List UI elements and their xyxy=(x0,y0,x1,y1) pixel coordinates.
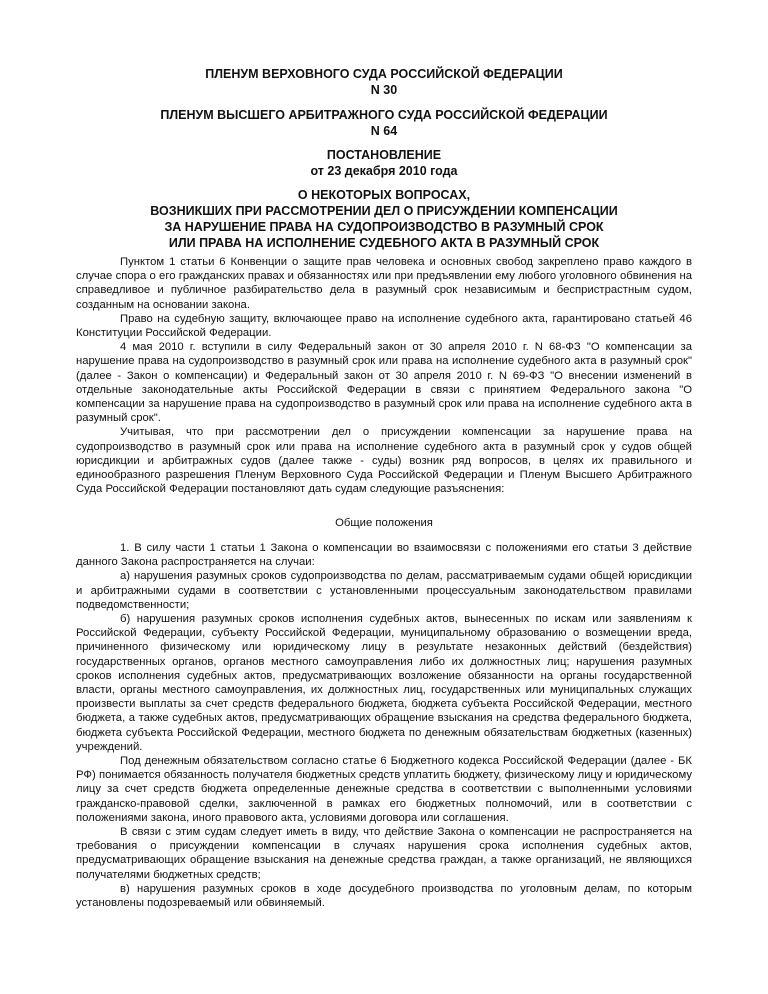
supreme-court-heading xyxy=(60,66,708,98)
preamble-paragraph: 4 мая 2010 г. вступили в силу Федеральный закон от 30 апреля 2010 г. N 68-ФЗ "О компенсации за нарушение права на судопроизводство в разумный срок или права на исполнение судебного акта в разумный срок" (далее - Закон о компенсации) и Федеральный закон от 30 апреля 2010 г. N 69-ФЗ "О внесении изменений в отдельные законодательные акты Российской Федерации в связи с принятием Федерального закона "О компенсации за нарушение права на судопроизводство в разумный срок или права на исполнение судебного акта в разумный срок". xyxy=(76,341,692,425)
plenum-arbitration-court-number: N 64 xyxy=(370,124,398,138)
plenum-supreme-court-title: ПЛЕНУМ ВЕРХОВНОГО СУДА РОССИЙСКОЙ ФЕДЕРАЦИИ xyxy=(205,67,563,81)
section-paragraph: 1. В силу части 1 статьи 1 Закона о компенсации во взаимосвязи с положениями его статьи 3 действие данного Закона распространяется на случаи: xyxy=(76,542,692,569)
document-title-line: ИЛИ ПРАВА НА ИСПОЛНЕНИЕ СУДЕБНОГО АКТА В РАЗУМНЫЙ СРОК xyxy=(168,236,600,250)
preamble-paragraph: Пунктом 1 статьи 6 Конвенции о защите прав человека и основных свобод закреплено право каждого в случае спора о его гражданских правах и обязанностях или при предъявлении ему любого уголовного обвинения на справедливое и публичное разбирательство дела в разумный срок независимым и беспристрастным судом, созданным на основании закона. xyxy=(76,256,692,311)
arbitration-court-heading xyxy=(60,107,708,139)
resolution-heading xyxy=(60,147,708,179)
plenum-arbitration-court-title: ПЛЕНУМ ВЫСШЕГО АРБИТРАЖНОГО СУДА РОССИЙСКОЙ ФЕДЕРАЦИИ xyxy=(160,108,608,122)
document-title-line: ЗА НАРУШЕНИЕ ПРАВА НА СУДОПРОИЗВОДСТВО В РАЗУМНЫЙ СРОК xyxy=(164,220,604,234)
document-title xyxy=(60,187,708,251)
preamble xyxy=(76,255,692,496)
section-heading: Общие положения xyxy=(335,517,433,529)
document-type: ПОСТАНОВЛЕНИЕ xyxy=(326,148,442,162)
section-paragraph: Под денежным обязательством согласно статье 6 Бюджетного кодекса Российской Федерации (далее - БК РФ) понимается обязанность получателя бюджетных средств уплатить бюджету, физическому лицу и юридическому лицу за счет средств бюджета определенные денежные средства в соответствии с выполненными условиями гражданско-правовой сделки, заключенной в рамках его бюджетных полномочий, или в соответствии с положениями закона, иного правового акта, условиями договора или соглашения. xyxy=(76,755,692,824)
preamble-paragraph: Право на судебную защиту, включающее право на исполнение судебного акта, гарантировано статьей 46 Конституции Российской Федерации. xyxy=(76,312,692,340)
section-paragraph: б) нарушения разумных сроков исполнения судебных актов, вынесенных по искам или заявлениям к Российской Федерации, субъекту Российской Федерации, муниципальному образованию о возмещении вреда, причиненного физическому или юридическому лицу в результате незаконных действий (бездействия) государственных органов, органов местного самоуправления либо их должностных лиц; нарушения разумных сроков исполнения судебных актов, предусматривающих возложение обязанности на органы государственной власти, органы местного самоуправления, их должностных лиц, государственных или муниципальных служащих произвести выплаты за счет средств федерального бюджета, бюджета субъекта Российской Федерации, местного бюджета, а также судебных актов, предусматривающих обращение взыскания на средства федерального бюджета, бюджета субъекта Российской Федерации, местного бюджета по денежным обязательствам бюджетных (казенных) учреждений. xyxy=(76,613,692,753)
document-date: от 23 декабря 2010 года xyxy=(310,164,458,178)
section-paragraph: В связи с этим судам следует иметь в виду, что действие Закона о компенсации не распространяется на требования о присуждении компенсации в случаях нарушения срока исполнения судебных актов, предусматривающих обращение взыскания на денежные средства граждан, а также организаций, не являющихся получателями бюджетных средств; xyxy=(76,826,692,881)
document-title-line: О НЕКОТОРЫХ ВОПРОСАХ, xyxy=(297,188,471,202)
section-paragraph: а) нарушения разумных сроков судопроизводства по делам, рассматриваемым судами общей юрисдикции и арбитражными судами в соответствии с установленными процессуальным законодательством правилами подведомственности; xyxy=(76,570,692,611)
section-body xyxy=(76,541,692,910)
document-title-line: ВОЗНИКШИХ ПРИ РАССМОТРЕНИИ ДЕЛ О ПРИСУЖДЕНИИ КОМПЕНСАЦИИ xyxy=(150,204,618,218)
section-paragraph: в) нарушения разумных сроков в ходе досудебного производства по уголовным делам, по которым установлены подозреваемый или обвиняемый. xyxy=(76,882,692,910)
plenum-supreme-court-number: N 30 xyxy=(370,83,398,97)
preamble-paragraph: Учитывая, что при рассмотрении дел о присуждении компенсации за нарушение права на судопроизводство в разумный срок или права на исполнение судебного акта в разумный срок у судов общей юрисдикции и арбитражных судов (далее также - суды) возник ряд вопросов, в целях их правильного и единообразного разрешения Пленум Верховного Суда Российской Федерации и Пленум Высшего Арбитражного Суда Российской Федерации постановляют дать судам следующие разъяснения: xyxy=(76,426,692,496)
